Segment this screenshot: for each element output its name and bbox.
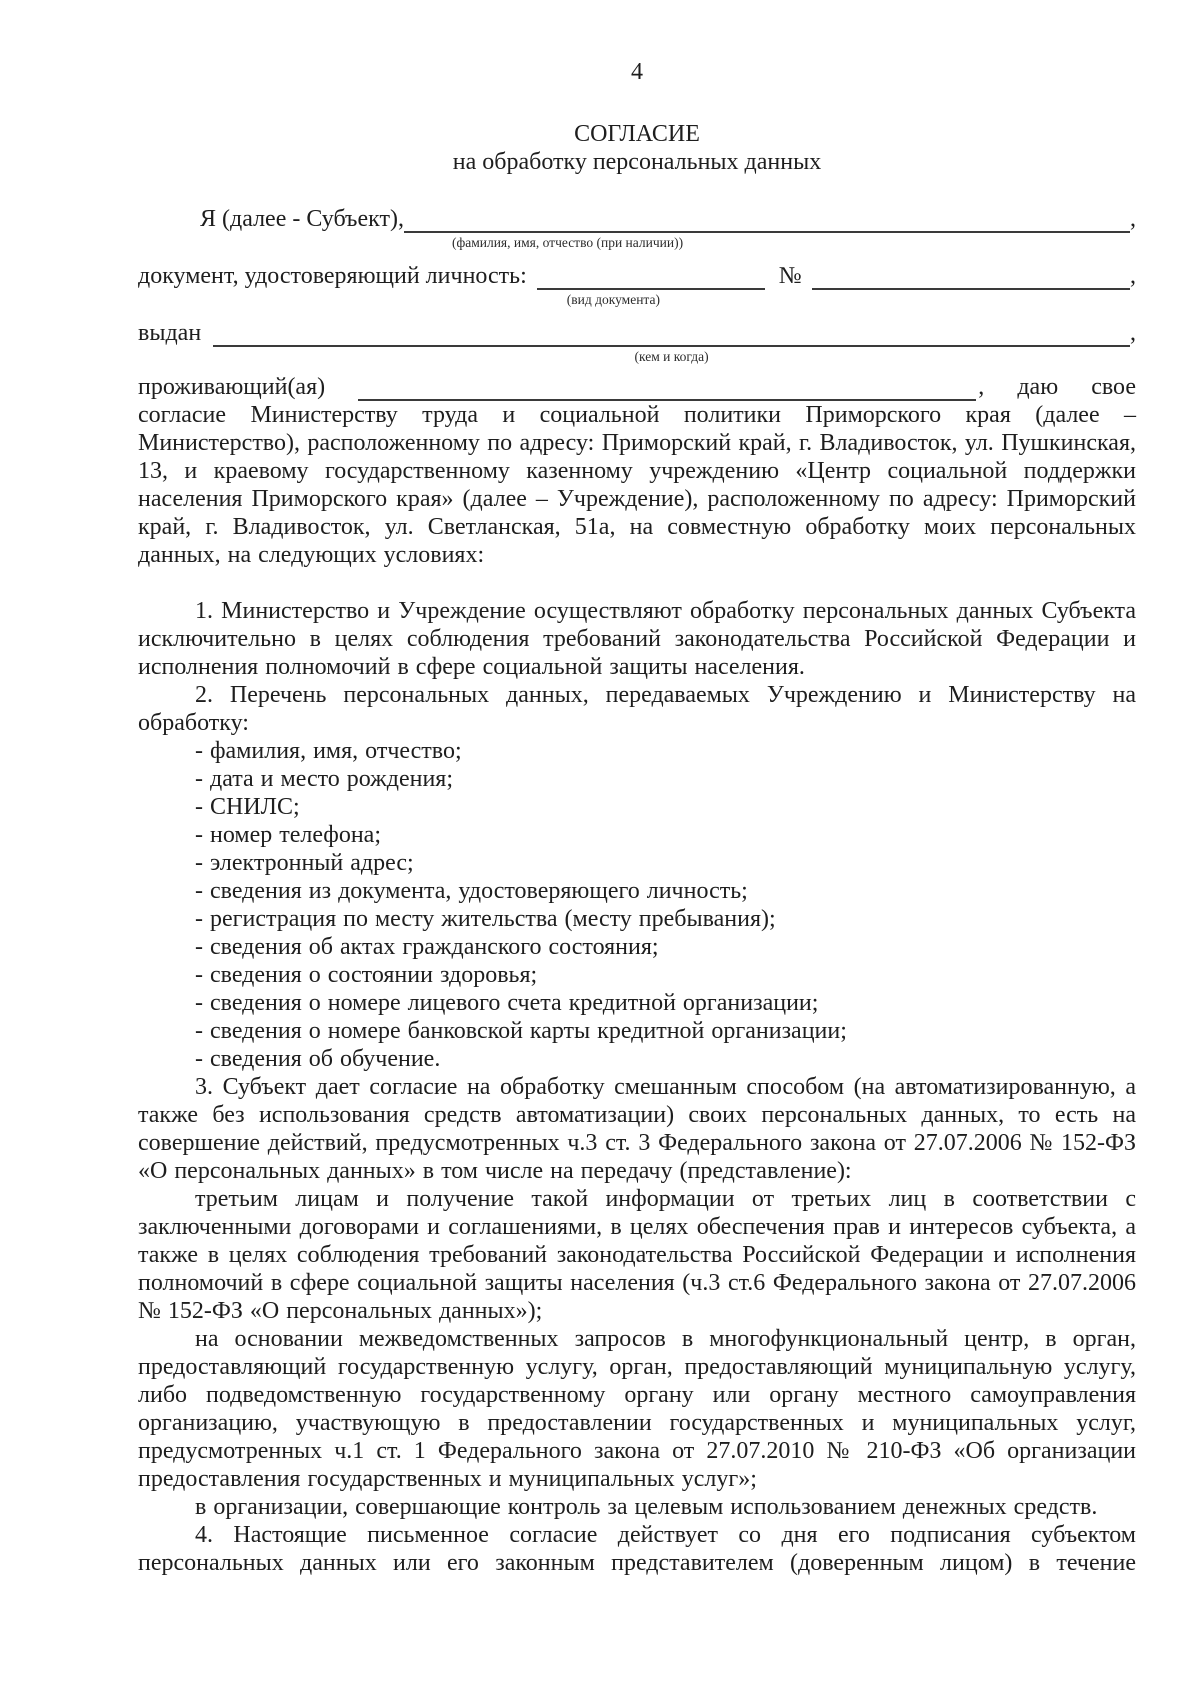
document-trailing-comma: , [1130,263,1136,289]
subject-name-field [404,204,1130,253]
list-item-registration: - регистрация по месту жительства (месту пребывания); [195,906,776,932]
list-item-full-name: - фамилия, имя, отчество; [195,738,462,764]
identity-document-row [138,261,1136,310]
subject-name-row [138,204,1136,253]
document-type-caption: (вид документа) [566,292,660,307]
clause-4-paragraph: 4. Настоящие письменное согласие действует со дня его подписания субъектом персональных данных или его законным представителем (доверенным лицом) в течение [138,1522,1136,1576]
clause-2-paragraph: 2. Перечень персональных данных, передаваемых Учреждению и Министерству на обработку: [138,682,1136,736]
issued-by-caption: (кем и когда) [634,349,709,364]
issued-trailing-comma: , [1130,320,1136,346]
list-item-phone: - номер телефона; [195,822,381,848]
numero-sign: № [778,263,802,289]
document-number-field [812,261,1130,290]
issued-label: выдан [138,320,202,346]
document-type-field [537,261,765,310]
subject-name-input[interactable] [404,204,1130,233]
subject-label: Я (далее - Субъект), [200,206,404,232]
list-item-personal-account: - сведения о номере лицевого счета кредитной организации; [195,990,819,1016]
list-item-snils: - СНИЛС; [195,794,300,820]
clause-3-paragraph: 3. Субъект дает согласие на обработку смешанным способом (на автоматизированную, а также без использования средств автоматизации) своих персональных данных, то есть на совершение действий, предусмотренных ч.3 ст. 3 Федерального закона от 27.07.2006 № 152-ФЗ «О персональных данных» в том числе на передачу (представление): [138,1074,1136,1184]
residing-intro-paragraph [138,373,1136,569]
page-number: 4 [631,59,643,85]
document-label: документ, удостоверяющий личность: [138,263,527,289]
residing-address-input[interactable] [358,375,976,401]
document-subtitle: на обработку персональных данных [452,149,822,175]
list-item-education: - сведения об обучение. [195,1046,441,1072]
document-type-input[interactable] [537,261,765,290]
clause-3-interagency-requests: на основании межведомственных запросов в многофункциональный центр, в орган, предоставляющий государственную услугу, орган, предоставляющий муниципальную услугу, либо подведомственную государственному органу или органу местного самоуправления организацию, участвующую в предоставлении государственных и муниципальных услуг, предусмотренных ч.1 ст. 1 Федерального закона от 27.07.2010 № 210-ФЗ «Об организации предоставления государственных и муниципальных услуг»; [138,1326,1136,1492]
list-item-civil-status: - сведения об актах гражданского состояния; [195,934,659,960]
issued-by-field [213,318,1130,367]
list-item-bank-card: - сведения о номере банковской карты кредитной организации; [195,1018,847,1044]
residing-label: проживающий(ая) [138,374,326,400]
list-item-identity-doc: - сведения из документа, удостоверяющего личность; [195,878,748,904]
list-item-email: - электронный адрес; [195,850,414,876]
issued-by-row [138,318,1136,367]
intro-continuation-text: , даю свое согласие Министерству труда и социальной политики Приморского края (далее – Министерство), расположенному по адресу: Приморский край, г. Владивосток, ул. Пушкинская, 13, и краевому государственному казенному учреждению «Центр социальной поддержки населения Приморского края» (далее – Учреждение), расположенному по адресу: Приморский край, г. Владивосток, ул. Светланская, 51а, на совместную обработку моих персональных данных, на следующих условиях: [138,374,1137,568]
issued-by-input[interactable] [213,318,1130,347]
document-number-input[interactable] [812,261,1130,290]
subject-name-caption: (фамилия, имя, отчество (при наличии)) [451,235,684,250]
document-title: СОГЛАСИЕ [574,121,700,147]
list-item-health: - сведения о состоянии здоровья; [195,962,538,988]
list-item-birth: - дата и место рождения; [195,766,454,792]
clause-3-third-parties: третьим лицам и получение такой информации от третьих лиц в соответствии с заключенными договорами и соглашениями, в целях обеспечения прав и интересов субъекта, а также в целях соблюдения требований законодательства Российской Федерации и исполнения полномочий в сфере социальной защиты населения (ч.3 ст.6 Федерального закона от 27.07.2006 № 152-ФЗ «О персональных данных»); [138,1186,1136,1324]
clause-1-paragraph: 1. Министерство и Учреждение осуществляют обработку персональных данных Субъекта исключительно в целях соблюдения требований законодательства Российской Федерации и исполнения полномочий в сфере социальной защиты населения. [138,598,1136,680]
clause-3-control-orgs: в организации, совершающие контроль за целевым использованием денежных средств. [195,1494,1098,1520]
subject-trailing-comma: , [1130,206,1136,232]
